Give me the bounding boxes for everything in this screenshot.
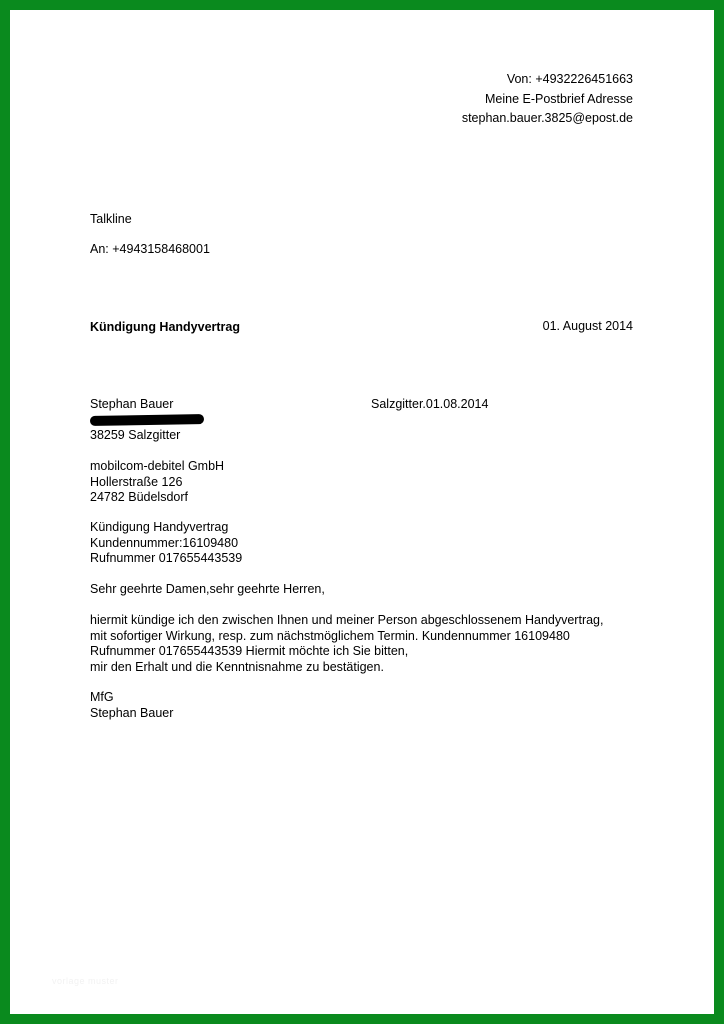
recipient-company: Talkline	[90, 212, 132, 226]
letter-place-date: Salzgitter.01.08.2014	[371, 397, 489, 411]
addressee-line: mobilcom-debitel GmbH	[90, 459, 225, 473]
reference-line: Kündigung Handyvertrag	[90, 520, 229, 534]
addressee-line: 24782 Büdelsdorf	[90, 490, 188, 504]
addressee-block	[90, 459, 224, 506]
body-block	[90, 613, 603, 675]
reference-block	[90, 520, 242, 567]
addressee-line: Hollerstraße 126	[90, 474, 183, 489]
body-line: Rufnummer 017655443539 Hiermit möchte ich Sie bitten,	[90, 644, 409, 658]
subject-date: 01. August 2014	[542, 319, 633, 333]
letter-page	[10, 10, 714, 1014]
sender-from: Von: +4932226451663	[506, 72, 633, 86]
closing-line: Stephan Bauer	[90, 705, 174, 720]
sender-label: Meine E-Postbrief Adresse	[485, 91, 633, 106]
body-line: hiermit kündige ich den zwischen Ihnen und meiner Person abgeschlossenem Handyvertrag,	[90, 613, 604, 627]
closing-line: MfG	[90, 690, 114, 704]
watermark: vorlage muster	[52, 976, 119, 986]
letter-sender-name: Stephan Bauer	[90, 397, 174, 411]
subject-title: Kündigung Handyvertrag	[90, 320, 241, 334]
salutation: Sehr geehrte Damen,sehr geehrte Herren,	[90, 582, 325, 596]
body-line: mir den Erhalt und die Kenntnisnahme zu bestätigen.	[90, 659, 384, 674]
body-line: mit sofortiger Wirkung, resp. zum nächstmöglichem Termin. Kundennummer 16109480	[90, 628, 570, 643]
sender-block	[462, 70, 633, 129]
reference-line: Kundennummer:16109480	[90, 535, 239, 550]
sender-email: stephan.bauer.3825@epost.de	[461, 111, 633, 125]
letter-sender-city: 38259 Salzgitter	[90, 428, 181, 442]
closing-block	[90, 690, 173, 721]
redaction-mark	[90, 414, 204, 426]
recipient-to: An: +4943158468001	[90, 242, 210, 256]
reference-line: Rufnummer 017655443539	[90, 551, 243, 565]
